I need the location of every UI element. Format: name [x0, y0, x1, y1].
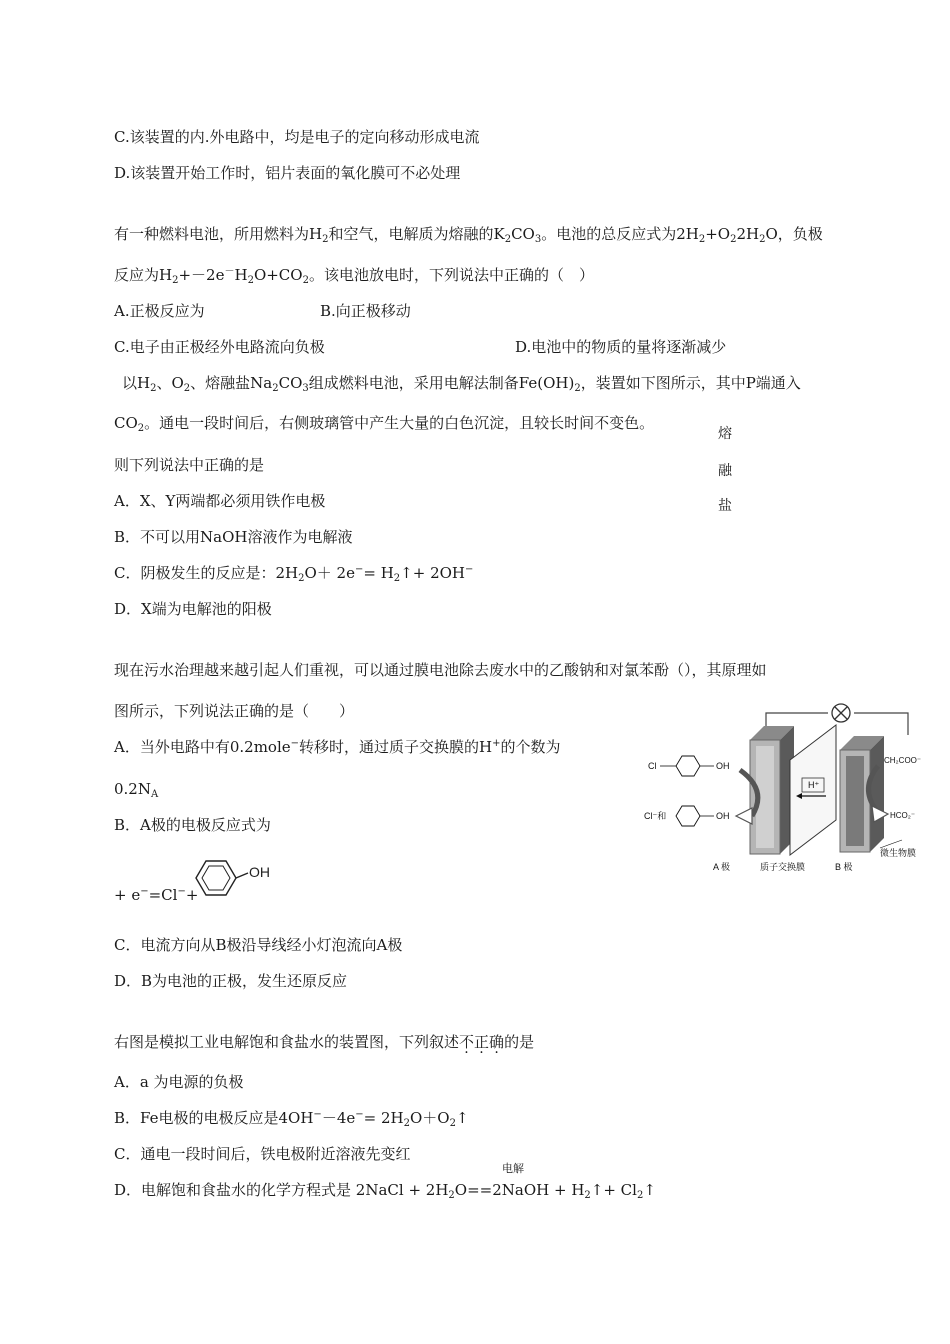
ring-top — [676, 756, 700, 776]
microbe-pointer — [880, 840, 902, 848]
q2-stem-line2: $CO_2$。通电一段时间后，右侧玻璃管中产生大量的白色沉淀，且较长时间不变色。 — [114, 414, 655, 434]
side-label-rong2: 融 — [718, 463, 732, 479]
option-d-text: D.该装置开始工作时，铝片表面的氧化膜可不必处理 — [114, 164, 461, 182]
q2-option-a: A．X、Y两端都必须用铁作电极 — [114, 492, 326, 510]
q2-option-d: D．X端为电解池的阳极 — [114, 600, 272, 618]
q3-stem-line2: 图所示，下列说法正确的是（ ） — [114, 702, 355, 720]
q3-option-b: B．A极的电极反应式为 — [114, 816, 271, 834]
q1-option-d: D.电池中的物质的量将逐渐减少 — [515, 338, 727, 356]
q4-option-d: D．电解饱和食盐水的化学方程式是 2NaCl + $2H_2O==2NaOH$ + $H_2↑+$ $Cl_2↑$ — [114, 1181, 656, 1201]
q4-option-c: C．通电一段时间后，铁电极附近溶液先变红 — [114, 1145, 411, 1163]
b-pole-label: B 极 — [835, 862, 853, 872]
ch2coo-label: CH₂COO⁻ — [884, 756, 922, 765]
oh-bond — [236, 873, 248, 878]
microbe-film — [846, 756, 864, 846]
wire-left — [766, 713, 828, 728]
wire-right — [854, 713, 908, 735]
h-plus-label: H⁺ — [808, 780, 820, 790]
reaction-arrowhead-left — [736, 808, 752, 824]
ring-bottom — [676, 806, 700, 826]
membrane-label: 质子交换膜 — [760, 862, 806, 872]
q4-stem: 右图是模拟工业电解饱和食盐水的装置图，下列叙述不正确的是 — [114, 1033, 535, 1051]
q1-stem-line2: 反应为$H_2+-2e^-H_2O+CO_2$。该电池放电时，下列说法中正确的（ ） — [114, 266, 594, 286]
q2-stem-line3: 则下列说法中正确的是 — [114, 456, 265, 474]
benzene-inner-ring — [202, 866, 230, 890]
q1-option-a: A.正极反应为 — [114, 302, 205, 320]
phenol-structure — [186, 856, 286, 906]
oh-bottom-label: OH — [716, 811, 730, 821]
q3-option-a: A．当外电路中有0.2mole−转移时，通过质子交换膜的H+的个数为 — [114, 738, 561, 756]
q1-option-c: C.电子由正极经外电路流向负极 — [114, 338, 325, 356]
q1-stem-line1: 有一种燃料电池，所用燃料为$H_2$和空气，电解质为熔融的$K_2CO_3$。电池的总反应式为$2H_2+O_22H_2O$，负极 — [114, 225, 823, 245]
q4-electrolysis-label: 电解 — [502, 1162, 524, 1175]
microbe-label: 微生物膜 — [880, 848, 917, 858]
cl-top-label: Cl — [648, 761, 657, 771]
q2-option-b: B．不可以用NaOH溶液作为电解液 — [114, 528, 353, 546]
a-pole-label: A 极 — [713, 862, 731, 872]
q4-option-b: B．Fe电极的电极反应是$4OH^--4e^-= 2H_2O+O_2↑$ — [114, 1109, 469, 1129]
q3-option-d: D．B为电池的正极，发生还原反应 — [114, 972, 348, 990]
q3-option-c: C．电流方向从B极沿导线经小灯泡流向A极 — [114, 936, 403, 954]
q3-option-a-line2: $0.2N_A$ — [114, 780, 159, 800]
oh-top-label: OH — [716, 761, 730, 771]
oh-label: OH — [249, 864, 270, 880]
side-label-yan: 盐 — [718, 498, 732, 514]
q1-option-b: B.向正极移动 — [320, 302, 411, 320]
option-c-text: C.该装置的内.外电路中，均是电子的定向移动形成电流 — [114, 128, 480, 146]
proton-exchange-membrane — [790, 725, 836, 855]
cl-and-label: Cl⁻和 — [644, 811, 667, 821]
membrane-battery-diagram — [640, 700, 940, 880]
q3-stem-line1: 现在污水治理越来越引起人们重视，可以通过膜电池除去废水中的乙酸钠和对氯苯酚（），其原理如 — [114, 661, 767, 679]
hco2-label: HCO₂⁻ — [890, 811, 916, 820]
q2-option-c: C．阴极发生的反应是：$2H_2O+ 2e^-=$ $H_2↑+ 2OH^-$ — [114, 564, 474, 584]
b-electrode-side — [870, 736, 884, 852]
q4-option-a: A．a 为电源的负极 — [114, 1073, 244, 1091]
q2-stem-line1: 以$H_2$、$O_2$、熔融盐$Na_2CO_3$组成燃料电池，采用电解法制备$Fe(OH)_2$，装置如下图所示，其中P端通入 — [122, 374, 801, 394]
q3-option-b-equation: + e−=Cl−+ — [114, 886, 199, 904]
side-label-rong: 熔 — [718, 426, 732, 442]
